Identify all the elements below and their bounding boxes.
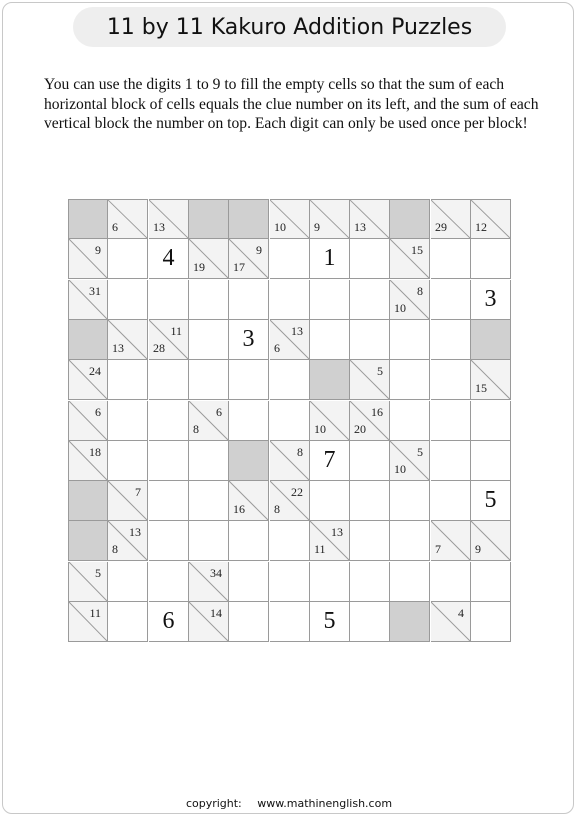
empty-cell[interactable] xyxy=(390,481,430,521)
given-digit-cell xyxy=(149,602,189,642)
empty-cell[interactable] xyxy=(431,562,471,602)
clue-diagonal xyxy=(189,562,228,601)
clue-cell xyxy=(270,199,310,239)
empty-cell[interactable] xyxy=(229,602,269,642)
clue-across-sum: 34 xyxy=(210,566,222,580)
clue-cell xyxy=(229,481,269,521)
clue-down-sum: 10 xyxy=(394,462,406,476)
clue-diagonal xyxy=(69,280,107,319)
empty-cell[interactable] xyxy=(149,481,189,521)
clue-diagonal xyxy=(69,360,107,399)
empty-cell[interactable] xyxy=(270,280,310,320)
clue-across-sum: 4 xyxy=(458,606,464,620)
empty-cell[interactable] xyxy=(471,602,511,642)
clue-down-sum: 9 xyxy=(314,220,320,234)
clue-across-sum: 6 xyxy=(95,405,101,419)
empty-cell[interactable] xyxy=(189,521,229,561)
empty-cell[interactable] xyxy=(390,521,430,561)
given-digit-cell xyxy=(149,239,189,279)
empty-cell[interactable] xyxy=(431,441,471,481)
clue-across-sum: 6 xyxy=(216,405,222,419)
empty-cell[interactable] xyxy=(390,360,430,400)
clue-down-sum: 13 xyxy=(112,341,124,355)
kakuro-grid xyxy=(68,199,511,642)
empty-cell[interactable] xyxy=(229,360,269,400)
clue-across-sum: 5 xyxy=(95,566,101,580)
empty-cell[interactable] xyxy=(189,280,229,320)
clue-down-sum: 19 xyxy=(193,260,205,274)
empty-cell[interactable] xyxy=(471,239,511,279)
clue-down-sum: 6 xyxy=(274,341,280,355)
empty-cell[interactable] xyxy=(431,481,471,521)
empty-cell[interactable] xyxy=(350,521,390,561)
clue-cell xyxy=(229,239,269,279)
given-digit: 1 xyxy=(323,245,336,271)
clue-cell xyxy=(270,320,310,360)
blocked-cell xyxy=(68,199,108,239)
clue-cell xyxy=(189,401,229,441)
copyright-url[interactable]: www.mathinenglish.com xyxy=(257,797,393,810)
blocked-cell xyxy=(68,320,108,360)
clue-across-sum: 7 xyxy=(135,485,141,499)
clue-cell xyxy=(350,401,390,441)
clue-diagonal xyxy=(108,481,147,520)
clue-down-sum: 13 xyxy=(153,220,165,234)
clue-down-sum: 17 xyxy=(233,260,245,274)
given-digit: 4 xyxy=(162,245,175,271)
clue-cell xyxy=(310,521,350,561)
empty-cell[interactable] xyxy=(350,239,390,279)
given-digit-cell xyxy=(471,481,511,521)
clue-cell xyxy=(270,441,310,481)
given-digit-cell xyxy=(310,441,350,481)
empty-cell[interactable] xyxy=(189,360,229,400)
clue-cell xyxy=(68,562,108,602)
instructions-text: You can use the digits 1 to 9 to fill the empty cells so that the sum of each horizontal block of cells equals the clue number on its left, and the sum of each vertical block the number on top. Each digit can only be used once per block! xyxy=(44,76,539,132)
empty-cell[interactable] xyxy=(310,320,350,360)
clue-across-sum: 13 xyxy=(331,525,343,539)
clue-cell xyxy=(310,401,350,441)
empty-cell[interactable] xyxy=(471,441,511,481)
given-digit: 7 xyxy=(323,447,336,473)
clue-across-sum: 8 xyxy=(417,284,423,298)
clue-down-sum: 10 xyxy=(394,301,406,315)
blocked-cell xyxy=(310,360,350,400)
clue-cell xyxy=(68,360,108,400)
clue-diagonal xyxy=(270,441,309,480)
empty-cell[interactable] xyxy=(229,562,269,602)
clue-down-sum: 6 xyxy=(112,220,118,234)
clue-cell xyxy=(108,199,148,239)
clue-across-sum: 11 xyxy=(89,606,101,620)
empty-cell[interactable] xyxy=(149,521,189,561)
empty-cell[interactable] xyxy=(229,280,269,320)
clue-cell xyxy=(108,521,148,561)
clue-diagonal xyxy=(189,602,228,641)
clue-across-sum: 31 xyxy=(89,284,101,298)
clue-cell xyxy=(471,521,511,561)
clue-cell xyxy=(390,239,430,279)
empty-cell[interactable] xyxy=(108,239,148,279)
empty-cell[interactable] xyxy=(108,280,148,320)
empty-cell[interactable] xyxy=(350,441,390,481)
copyright-label: copyright: xyxy=(185,797,242,810)
clue-down-sum: 16 xyxy=(233,502,245,516)
clue-across-sum: 5 xyxy=(417,445,423,459)
clue-down-sum: 29 xyxy=(435,220,447,234)
empty-cell[interactable] xyxy=(149,401,189,441)
blocked-cell xyxy=(229,199,269,239)
empty-cell[interactable] xyxy=(350,481,390,521)
clue-across-sum: 11 xyxy=(170,324,182,338)
clue-diagonal xyxy=(69,602,107,641)
clue-cell xyxy=(108,481,148,521)
empty-cell[interactable] xyxy=(270,360,310,400)
empty-cell[interactable] xyxy=(189,481,229,521)
clue-down-sum: 28 xyxy=(153,341,165,355)
clue-diagonal xyxy=(69,441,107,480)
page-title-text: 11 by 11 Kakuro Addition Puzzles xyxy=(106,14,473,40)
clue-diagonal xyxy=(69,562,107,601)
empty-cell[interactable] xyxy=(431,401,471,441)
clue-across-sum: 15 xyxy=(411,243,423,257)
empty-cell[interactable] xyxy=(108,602,148,642)
clue-down-sum: 8 xyxy=(274,502,280,516)
clue-down-sum: 10 xyxy=(274,220,286,234)
empty-cell[interactable] xyxy=(471,401,511,441)
empty-cell[interactable] xyxy=(270,602,310,642)
given-digit: 3 xyxy=(242,326,255,352)
empty-cell[interactable] xyxy=(431,280,471,320)
empty-cell[interactable] xyxy=(390,562,430,602)
given-digit: 5 xyxy=(323,608,336,634)
blocked-cell xyxy=(471,320,511,360)
clue-cell xyxy=(431,199,471,239)
given-digit: 6 xyxy=(162,608,175,634)
clue-cell xyxy=(390,441,430,481)
empty-cell[interactable] xyxy=(108,441,148,481)
blocked-cell xyxy=(68,481,108,521)
clue-across-sum: 18 xyxy=(89,445,101,459)
clue-cell xyxy=(270,481,310,521)
clue-across-sum: 13 xyxy=(129,525,141,539)
clue-cell xyxy=(431,602,471,642)
clue-down-sum: 20 xyxy=(354,422,366,436)
clue-across-sum: 9 xyxy=(95,243,101,257)
blocked-cell xyxy=(390,602,430,642)
empty-cell[interactable] xyxy=(431,320,471,360)
clue-diagonal xyxy=(69,239,107,278)
clue-cell xyxy=(189,239,229,279)
given-digit-cell xyxy=(471,280,511,320)
clue-down-sum: 12 xyxy=(475,220,487,234)
clue-cell xyxy=(390,280,430,320)
empty-cell[interactable] xyxy=(270,401,310,441)
clue-cell xyxy=(350,360,390,400)
empty-cell[interactable] xyxy=(149,441,189,481)
footer xyxy=(0,797,578,810)
given-digit: 5 xyxy=(484,487,497,513)
clue-diagonal xyxy=(69,401,107,440)
clue-cell xyxy=(149,320,189,360)
empty-cell[interactable] xyxy=(149,360,189,400)
clue-across-sum: 14 xyxy=(210,606,222,620)
empty-cell[interactable] xyxy=(390,401,430,441)
clue-cell xyxy=(350,199,390,239)
clue-down-sum: 10 xyxy=(314,422,326,436)
clue-across-sum: 16 xyxy=(371,405,383,419)
clue-down-sum: 11 xyxy=(314,542,326,556)
blocked-cell xyxy=(390,199,430,239)
empty-cell[interactable] xyxy=(270,562,310,602)
clue-cell xyxy=(310,199,350,239)
empty-cell[interactable] xyxy=(310,481,350,521)
empty-cell[interactable] xyxy=(310,280,350,320)
given-digit-cell xyxy=(229,320,269,360)
given-digit-cell xyxy=(310,239,350,279)
clue-across-sum: 13 xyxy=(291,324,303,338)
empty-cell[interactable] xyxy=(229,521,269,561)
clue-across-sum: 22 xyxy=(291,485,303,499)
clue-cell xyxy=(431,521,471,561)
clue-down-sum: 13 xyxy=(354,220,366,234)
clue-cell xyxy=(471,360,511,400)
clue-cell xyxy=(189,602,229,642)
given-digit: 3 xyxy=(484,286,497,312)
clue-down-sum: 8 xyxy=(112,542,118,556)
empty-cell[interactable] xyxy=(431,360,471,400)
empty-cell[interactable] xyxy=(350,280,390,320)
empty-cell[interactable] xyxy=(189,441,229,481)
clue-cell xyxy=(108,320,148,360)
empty-cell[interactable] xyxy=(108,562,148,602)
empty-cell[interactable] xyxy=(310,562,350,602)
empty-cell[interactable] xyxy=(149,280,189,320)
clue-across-sum: 5 xyxy=(377,364,383,378)
empty-cell[interactable] xyxy=(350,602,390,642)
clue-diagonal xyxy=(431,602,470,641)
blocked-cell xyxy=(189,199,229,239)
clue-down-sum: 7 xyxy=(435,542,441,556)
clue-cell xyxy=(471,199,511,239)
empty-cell[interactable] xyxy=(350,562,390,602)
empty-cell[interactable] xyxy=(149,562,189,602)
empty-cell[interactable] xyxy=(431,239,471,279)
empty-cell[interactable] xyxy=(350,320,390,360)
empty-cell[interactable] xyxy=(390,320,430,360)
empty-cell[interactable] xyxy=(471,562,511,602)
given-digit-cell xyxy=(310,602,350,642)
empty-cell[interactable] xyxy=(189,320,229,360)
clue-diagonal xyxy=(350,360,389,399)
clue-cell xyxy=(189,562,229,602)
clue-cell xyxy=(68,239,108,279)
clue-cell xyxy=(68,401,108,441)
blocked-cell xyxy=(68,521,108,561)
clue-across-sum: 8 xyxy=(297,445,303,459)
page-title xyxy=(73,7,506,47)
clue-cell xyxy=(149,199,189,239)
clue-down-sum: 9 xyxy=(475,542,481,556)
empty-cell[interactable] xyxy=(270,239,310,279)
clue-down-sum: 8 xyxy=(193,422,199,436)
empty-cell[interactable] xyxy=(229,401,269,441)
empty-cell[interactable] xyxy=(108,401,148,441)
empty-cell[interactable] xyxy=(108,360,148,400)
clue-cell xyxy=(68,602,108,642)
clue-diagonal xyxy=(390,239,429,278)
blocked-cell xyxy=(229,441,269,481)
clue-cell xyxy=(68,441,108,481)
clue-across-sum: 9 xyxy=(256,243,262,257)
clue-cell xyxy=(68,280,108,320)
clue-down-sum: 15 xyxy=(475,381,487,395)
empty-cell[interactable] xyxy=(270,521,310,561)
clue-across-sum: 24 xyxy=(89,364,101,378)
